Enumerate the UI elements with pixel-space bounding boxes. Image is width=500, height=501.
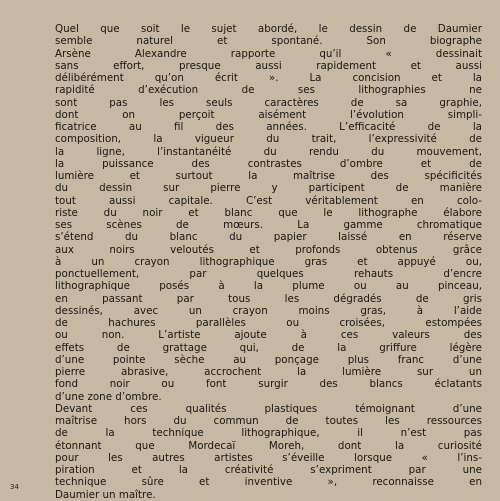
text-line: s’étend du blanc du papier laissé en réserve <box>55 231 482 244</box>
text-line: rapidité d’exécution de ses lithographies ne <box>55 84 482 97</box>
text-line: pour les autres artistes s’éveille lorsque « l’ins- <box>55 451 482 464</box>
text-line: semble naturel et spontané. Son biographe <box>55 35 482 48</box>
text-line: en passant par tous les dégradés de gris <box>55 292 482 305</box>
text-line: délibérément qu’on écrit ». La concision et la <box>55 72 482 84</box>
text-line: Arsène Alexandre rapporte qu’il « dessinait <box>55 47 482 60</box>
text-line: ses scènes de mœurs. La gamme chromatique <box>55 219 482 231</box>
text-line: étonnant que Mordecaï Moreh, dont la curiosité <box>55 439 482 452</box>
text-line: pierre abrasive, accrochent la lumière sur un <box>55 366 482 378</box>
text-line: de hachures parallèles ou croisées, estompées <box>55 317 482 329</box>
text-line: dont on perçoit aisément l’évolution simpli- <box>55 108 482 121</box>
text-line: dessinés, avec un crayon moins gras, à l’aide <box>55 304 482 317</box>
text-line: d’une pointe sèche au ponçage plus franc d’une <box>55 353 482 366</box>
paragraph-1 <box>55 23 482 403</box>
text-line: la puissance des contrastes d’ombre et de <box>55 157 482 170</box>
text-line: du dessin sur pierre y participent de manière <box>55 182 482 195</box>
text-line: ponctuellement, par quelques rehauts d’encre <box>55 268 482 280</box>
text-line: d’une zone d’ombre. <box>55 390 162 403</box>
text-line: lithographique posés à la plume ou au pinceau, <box>55 280 482 293</box>
text-line: riste du noir et blanc que le lithographe élabore <box>55 206 482 219</box>
body-text <box>55 23 482 501</box>
text-line: technique sûre et inventive », reconnaisse en <box>55 476 482 489</box>
paragraph-2 <box>55 403 482 501</box>
text-line: fond noir ou font surgir des blancs éclatants <box>55 378 482 391</box>
text-line: composition, la vigueur du trait, l’expressivité de <box>55 133 482 146</box>
text-line: ou non. L’artiste ajoute à ces valeurs des <box>55 329 482 342</box>
text-line: Quel que soit le sujet abordé, le dessin de Daumier <box>55 23 482 35</box>
text-line: sans effort, presque aussi rapidement et aussi <box>55 59 482 72</box>
text-line: tout aussi capitale. C’est véritablement en colo- <box>55 194 482 207</box>
text-line: effets de grattage qui, de la griffure légère <box>55 341 482 354</box>
text-line: piration et la créativité s’expriment par une <box>55 464 482 476</box>
text-line: sont pas les seuls caractères de sa graphie, <box>55 96 482 109</box>
text-line: la ligne, l’instantanéité du rendu du mouvement, <box>55 145 482 158</box>
page-number: 34 <box>10 483 19 491</box>
text-line: ficatrice au fil des années. L’efficacité de la <box>55 121 482 133</box>
text-line: Devant ces qualités plastiques témoignant d’une <box>55 402 482 415</box>
text-line: lumière et surtout la maîtrise des spécificités <box>55 170 482 182</box>
text-line: de la technique lithographique, il n’est pas <box>55 427 482 440</box>
text-line: aux noirs veloutés et profonds obtenus grâce <box>55 243 482 256</box>
text-line: à un crayon lithographique gras et appuyé ou, <box>55 255 482 268</box>
text-line: Daumier un maître. <box>55 488 156 501</box>
text-line: maîtrise hors du commun de toutes les ressources <box>55 415 482 427</box>
